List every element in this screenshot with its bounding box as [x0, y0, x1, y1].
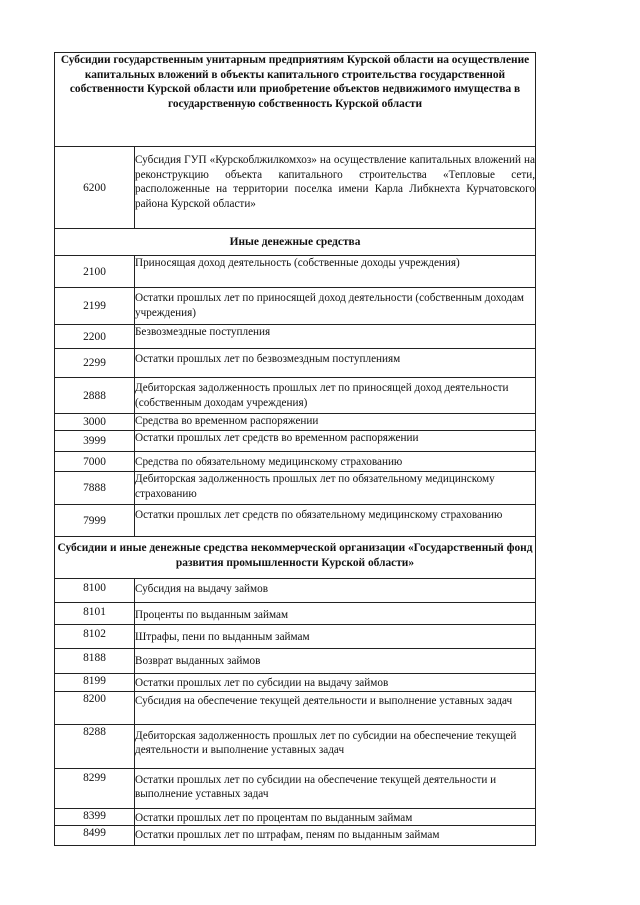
table-row — [55, 349, 536, 378]
document-page — [54, 52, 535, 846]
row-description: Остатки прошлых лет средств по обязательному медицинскому страхованию — [135, 505, 536, 537]
row-description: Остатки прошлых лет по безвозмездным поступлениям — [135, 349, 536, 378]
row-code: 8101 — [55, 603, 135, 625]
row-code: 6200 — [55, 147, 135, 229]
row-description: Остатки прошлых лет по приносящей доход деятельности (собственным доходам учреждения) — [135, 288, 536, 325]
table-row — [55, 256, 536, 288]
table-row — [55, 649, 536, 674]
row-code: 8299 — [55, 768, 135, 808]
row-description: Приносящая доход деятельность (собственные доходы учреждения) — [135, 256, 536, 288]
row-code: 8188 — [55, 649, 135, 674]
table-row — [55, 452, 536, 472]
table-row — [55, 625, 536, 649]
row-code: 8499 — [55, 826, 135, 846]
section-header-row — [55, 53, 536, 147]
table-row — [55, 579, 536, 603]
table-row — [55, 603, 536, 625]
row-code: 3000 — [55, 414, 135, 431]
row-code: 2100 — [55, 256, 135, 288]
table-row — [55, 768, 536, 808]
row-description: Безвозмездные поступления — [135, 325, 536, 349]
table-row — [55, 147, 536, 229]
table-row — [55, 691, 536, 724]
section-header-row — [55, 537, 536, 579]
table-row — [55, 472, 536, 505]
section-header-row — [55, 229, 536, 256]
row-code: 7888 — [55, 472, 135, 505]
row-description: Остатки прошлых лет по штрафам, пеням по выданным займам — [135, 826, 536, 846]
section-header: Субсидии и иные денежные средства некоммерческой организации «Государственный фонд развития промышленности Курской области» — [55, 537, 536, 579]
row-description: Проценты по выданным займам — [135, 603, 536, 625]
row-description: Субсидия на обеспечение текущей деятельности и выполнение уставных задач — [135, 691, 536, 724]
row-code: 3999 — [55, 431, 135, 452]
row-description: Субсидия на выдачу займов — [135, 579, 536, 603]
row-code: 7999 — [55, 505, 135, 537]
table-row — [55, 288, 536, 325]
row-code: 2200 — [55, 325, 135, 349]
row-code: 8288 — [55, 724, 135, 768]
table-row — [55, 325, 536, 349]
section-header: Иные денежные средства — [55, 229, 536, 256]
table-row — [55, 724, 536, 768]
row-description: Дебиторская задолженность прошлых лет по обязательному медицинскому страхованию — [135, 472, 536, 505]
row-code: 8399 — [55, 808, 135, 826]
row-description: Остатки прошлых лет средств во временном распоряжении — [135, 431, 536, 452]
row-description: Дебиторская задолженность прошлых лет по приносящей доход деятельности (собственным доходам учреждения) — [135, 378, 536, 414]
row-code: 8102 — [55, 625, 135, 649]
section-header: Субсидии государственным унитарным предприятиям Курской области на осуществление капитальных вложений в объекты капитального строительства государственной собственности Курской области или приобретение объектов недвижимого имущества в государственную собственность Курской области — [55, 53, 536, 147]
row-description: Штрафы, пени по выданным займам — [135, 625, 536, 649]
table-row — [55, 505, 536, 537]
codes-table — [54, 52, 536, 846]
row-code: 2199 — [55, 288, 135, 325]
table-row — [55, 826, 536, 846]
row-description: Средства во временном распоряжении — [135, 414, 536, 431]
table-row — [55, 378, 536, 414]
row-description: Остатки прошлых лет по субсидии на обеспечение текущей деятельности и выполнение уставных задач — [135, 768, 536, 808]
row-description: Средства по обязательному медицинскому страхованию — [135, 452, 536, 472]
table-row — [55, 674, 536, 692]
row-code: 7000 — [55, 452, 135, 472]
row-description: Остатки прошлых лет по процентам по выданным займам — [135, 808, 536, 826]
row-description: Дебиторская задолженность прошлых лет по субсидии на обеспечение текущей деятельности и выполнение уставных задач — [135, 724, 536, 768]
table-row — [55, 414, 536, 431]
row-description: Остатки прошлых лет по субсидии на выдачу займов — [135, 674, 536, 692]
table-row — [55, 431, 536, 452]
row-description: Возврат выданных займов — [135, 649, 536, 674]
row-code: 8199 — [55, 674, 135, 692]
row-code: 8100 — [55, 579, 135, 603]
row-code: 2299 — [55, 349, 135, 378]
table-row — [55, 808, 536, 826]
row-code: 8200 — [55, 691, 135, 724]
row-code: 2888 — [55, 378, 135, 414]
row-description: Субсидия ГУП «Курскоблжилкомхоз» на осуществление капитальных вложений на реконструкцию объекта капитального строительства «Тепловые сети, расположенные на территории поселка имени Карла Либкнехта Курчатовского района Курской области» — [135, 147, 536, 229]
